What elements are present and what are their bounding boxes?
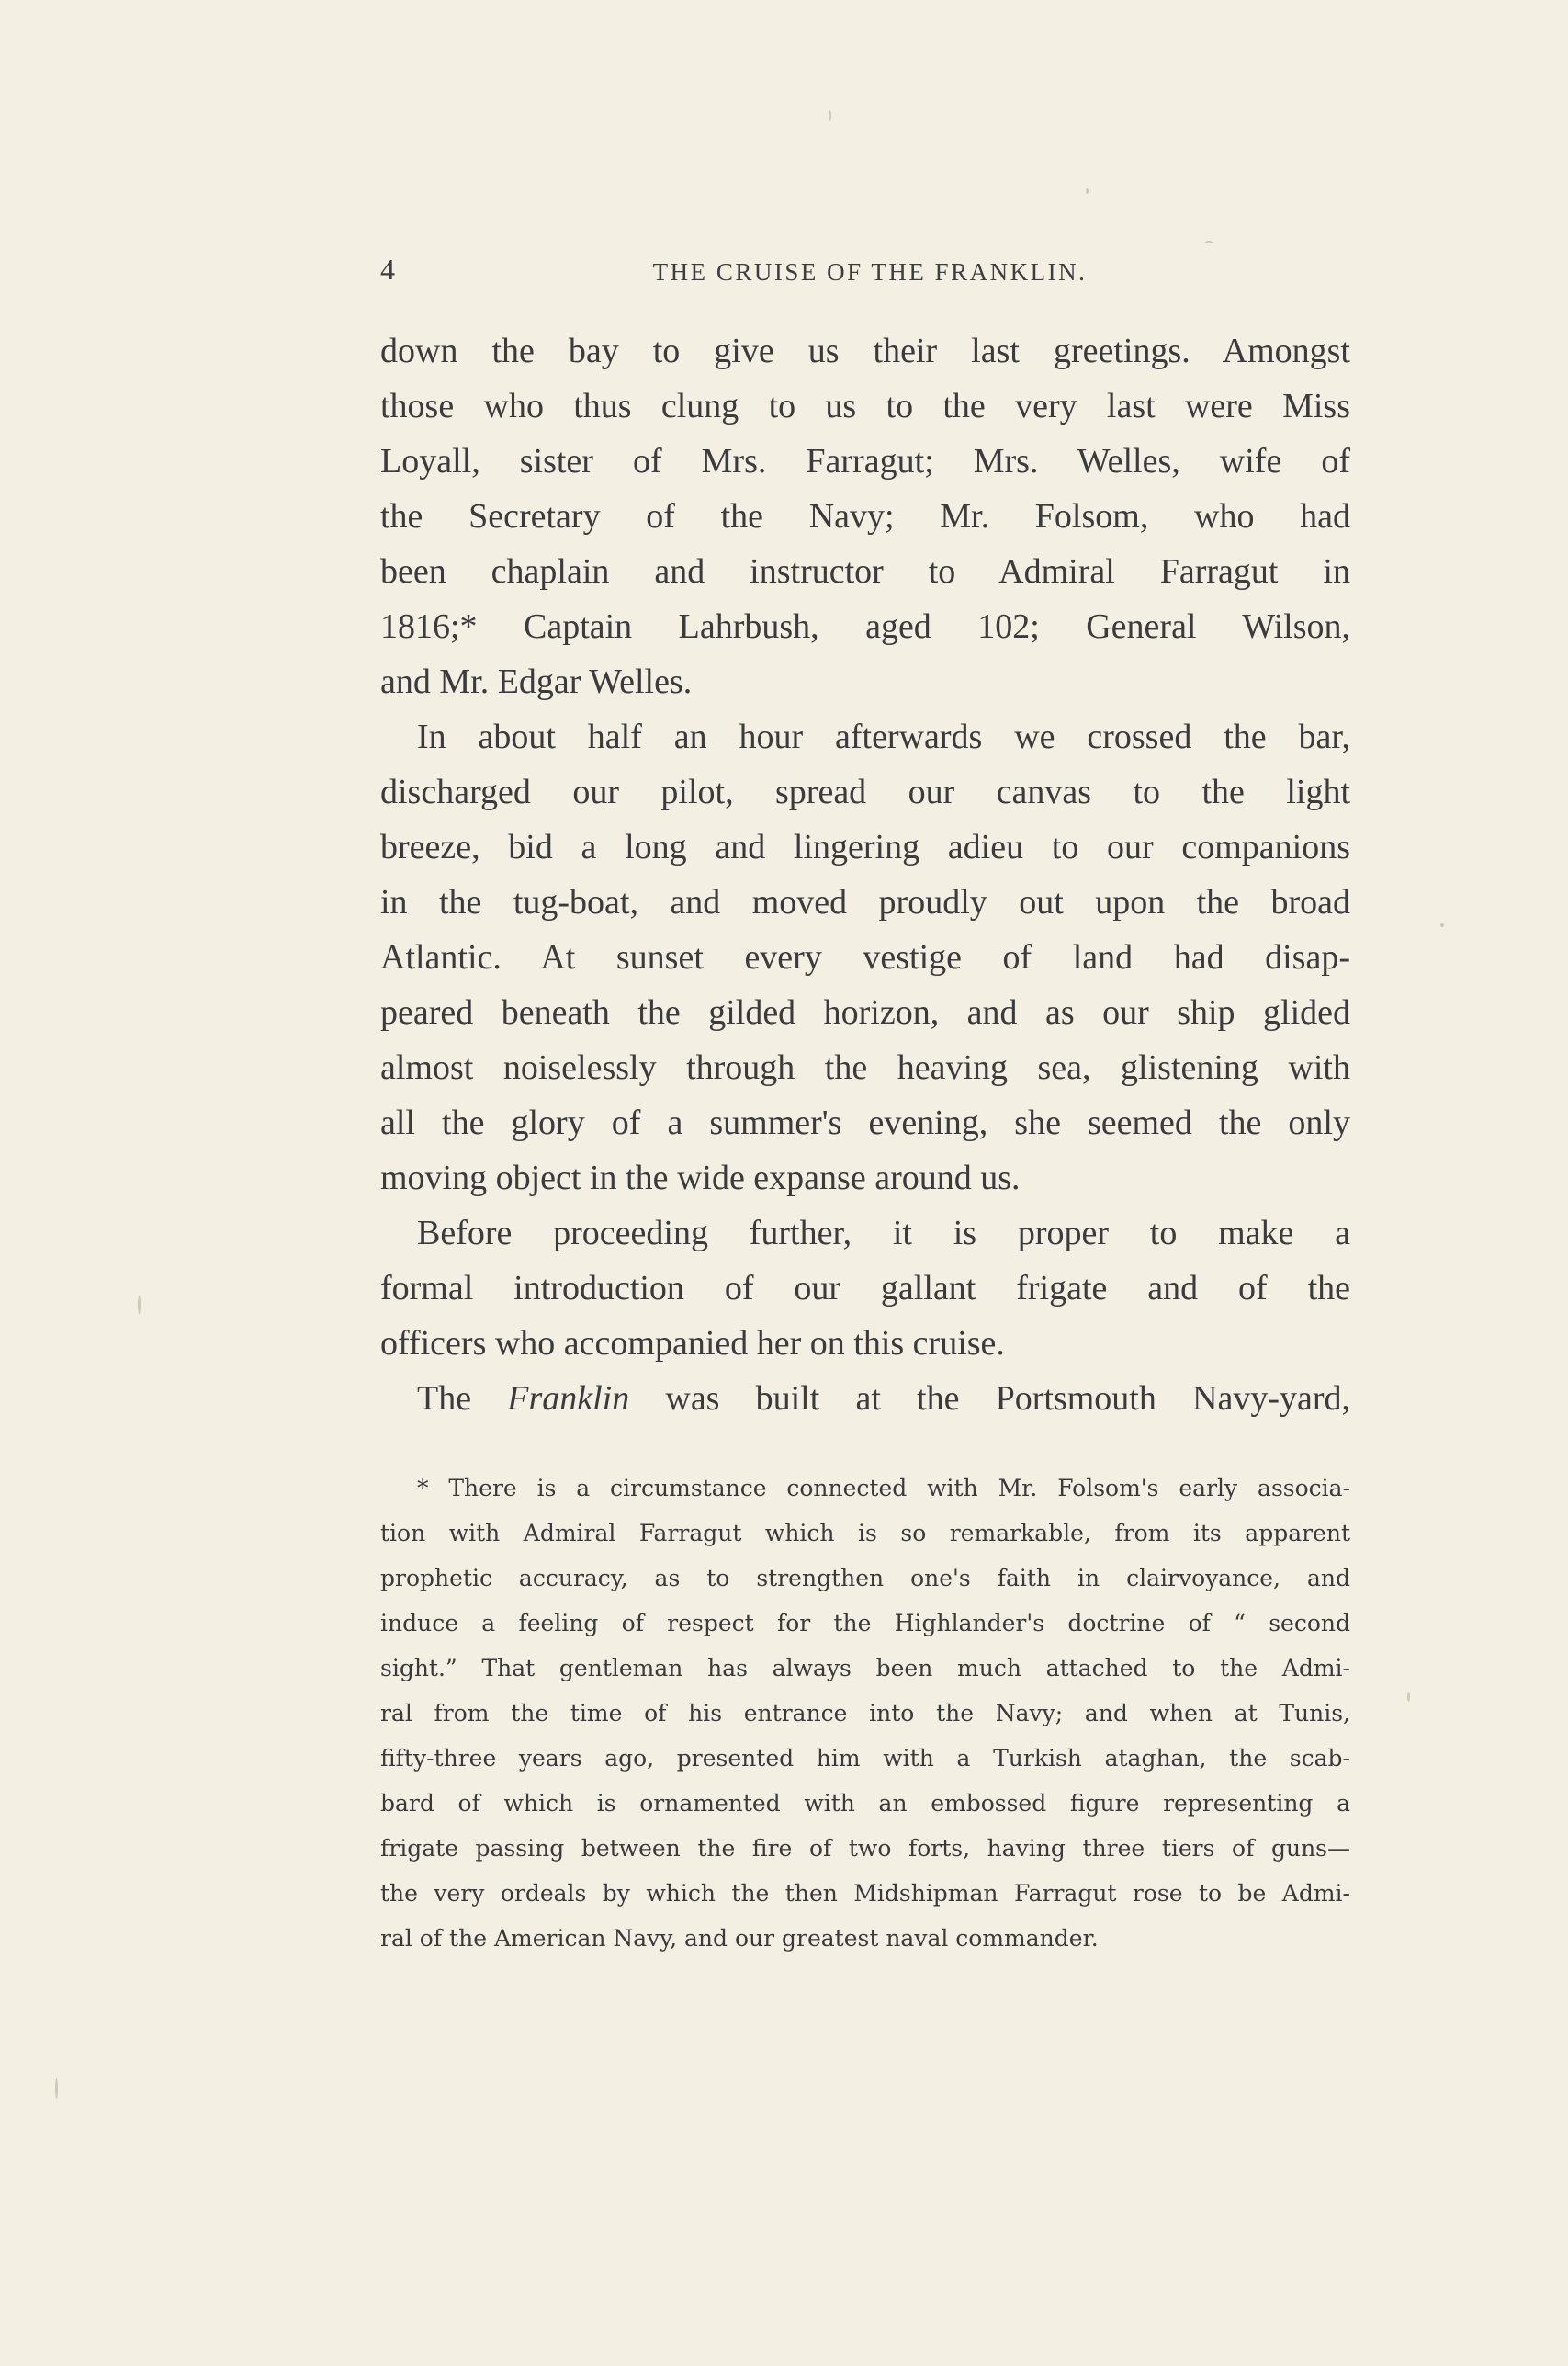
body-line: moving object in the wide expanse around us.	[380, 1159, 1021, 1197]
paper-speck	[55, 2078, 58, 2099]
body-line-final	[380, 1371, 1350, 1426]
footnote-line: frigate passing between the fire of two forts, having three tiers of guns—	[380, 1835, 1350, 1862]
footnote-line: the very ordeals by which the then Midshipman Farragut rose to be Admi-	[380, 1880, 1350, 1907]
ship-name-italic: Franklin	[507, 1379, 630, 1418]
body-line: 1816;* Captain Lahrbush, aged 102; General Wilson,	[380, 607, 1350, 646]
footnote-line: bard of which is ornamented with an embossed figure representing a	[380, 1790, 1350, 1817]
footnote-line: prophetic accuracy, as to strengthen one's faith in clairvoyance, and	[380, 1565, 1350, 1591]
body-line-final-after: was built at the Portsmouth Navy-yard,	[629, 1379, 1350, 1418]
paper-speck	[829, 110, 831, 121]
paper-speck	[138, 1296, 141, 1314]
paper-speck	[1440, 923, 1444, 927]
running-head	[380, 253, 1350, 297]
body-line: discharged our pilot, spread our canvas to the light	[380, 773, 1350, 811]
body-line: formal introduction of our gallant frigate and of the	[380, 1269, 1350, 1308]
footnote	[380, 1466, 1350, 1961]
body-line: almost noiselessly through the heaving sea, glistening with	[380, 1048, 1350, 1087]
running-title: THE CRUISE OF THE FRANKLIN.	[652, 258, 1088, 286]
page-number: 4	[380, 253, 398, 286]
footnote-line: sight.” That gentleman has always been much attached to the Admi-	[380, 1655, 1350, 1681]
body-line: peared beneath the gilded horizon, and as our ship glided	[380, 993, 1350, 1032]
footnote-line: fifty-three years ago, presented him with a Turkish ataghan, the scab-	[380, 1745, 1350, 1772]
body-line: those who thus clung to us to the very last were Miss	[380, 387, 1350, 425]
body-line: In about half an hour afterwards we crossed the bar,	[417, 718, 1350, 756]
paper-speck	[1086, 188, 1089, 194]
body-line: all the glory of a summer's evening, she seemed the only	[380, 1104, 1350, 1142]
body-line: down the bay to give us their last greetings. Amongst	[380, 332, 1350, 370]
body-line: Atlantic. At sunset every vestige of land had disap-	[380, 938, 1350, 977]
footnote-line: * There is a circumstance connected with Mr. Folsom's early associa-	[417, 1475, 1350, 1501]
body-line: the Secretary of the Navy; Mr. Folsom, who had	[380, 497, 1350, 536]
body-line: in the tug-boat, and moved proudly out upon the broad	[380, 883, 1350, 922]
body-text	[380, 323, 1350, 1426]
body-line: Loyall, sister of Mrs. Farragut; Mrs. Welles, wife of	[380, 442, 1350, 481]
body-line: officers who accompanied her on this cruise.	[380, 1324, 1005, 1363]
body-line: Before proceeding further, it is proper to make a	[417, 1214, 1350, 1252]
body-line: and Mr. Edgar Welles.	[380, 662, 693, 701]
paper-speck	[1205, 241, 1213, 243]
footnote-line: tion with Admiral Farragut which is so remarkable, from its apparent	[380, 1520, 1350, 1546]
body-line-final-before: The	[417, 1379, 508, 1418]
body-line: been chaplain and instructor to Admiral Farragut in	[380, 552, 1350, 591]
footnote-line: induce a feeling of respect for the Highlander's doctrine of “ second	[380, 1610, 1350, 1636]
footnote-line: ral from the time of his entrance into the Navy; and when at Tunis,	[380, 1700, 1350, 1726]
footnote-line: ral of the American Navy, and our greatest naval commander.	[380, 1925, 1099, 1952]
paper-speck	[1407, 1692, 1410, 1702]
body-line: breeze, bid a long and lingering adieu to our companions	[380, 828, 1350, 866]
